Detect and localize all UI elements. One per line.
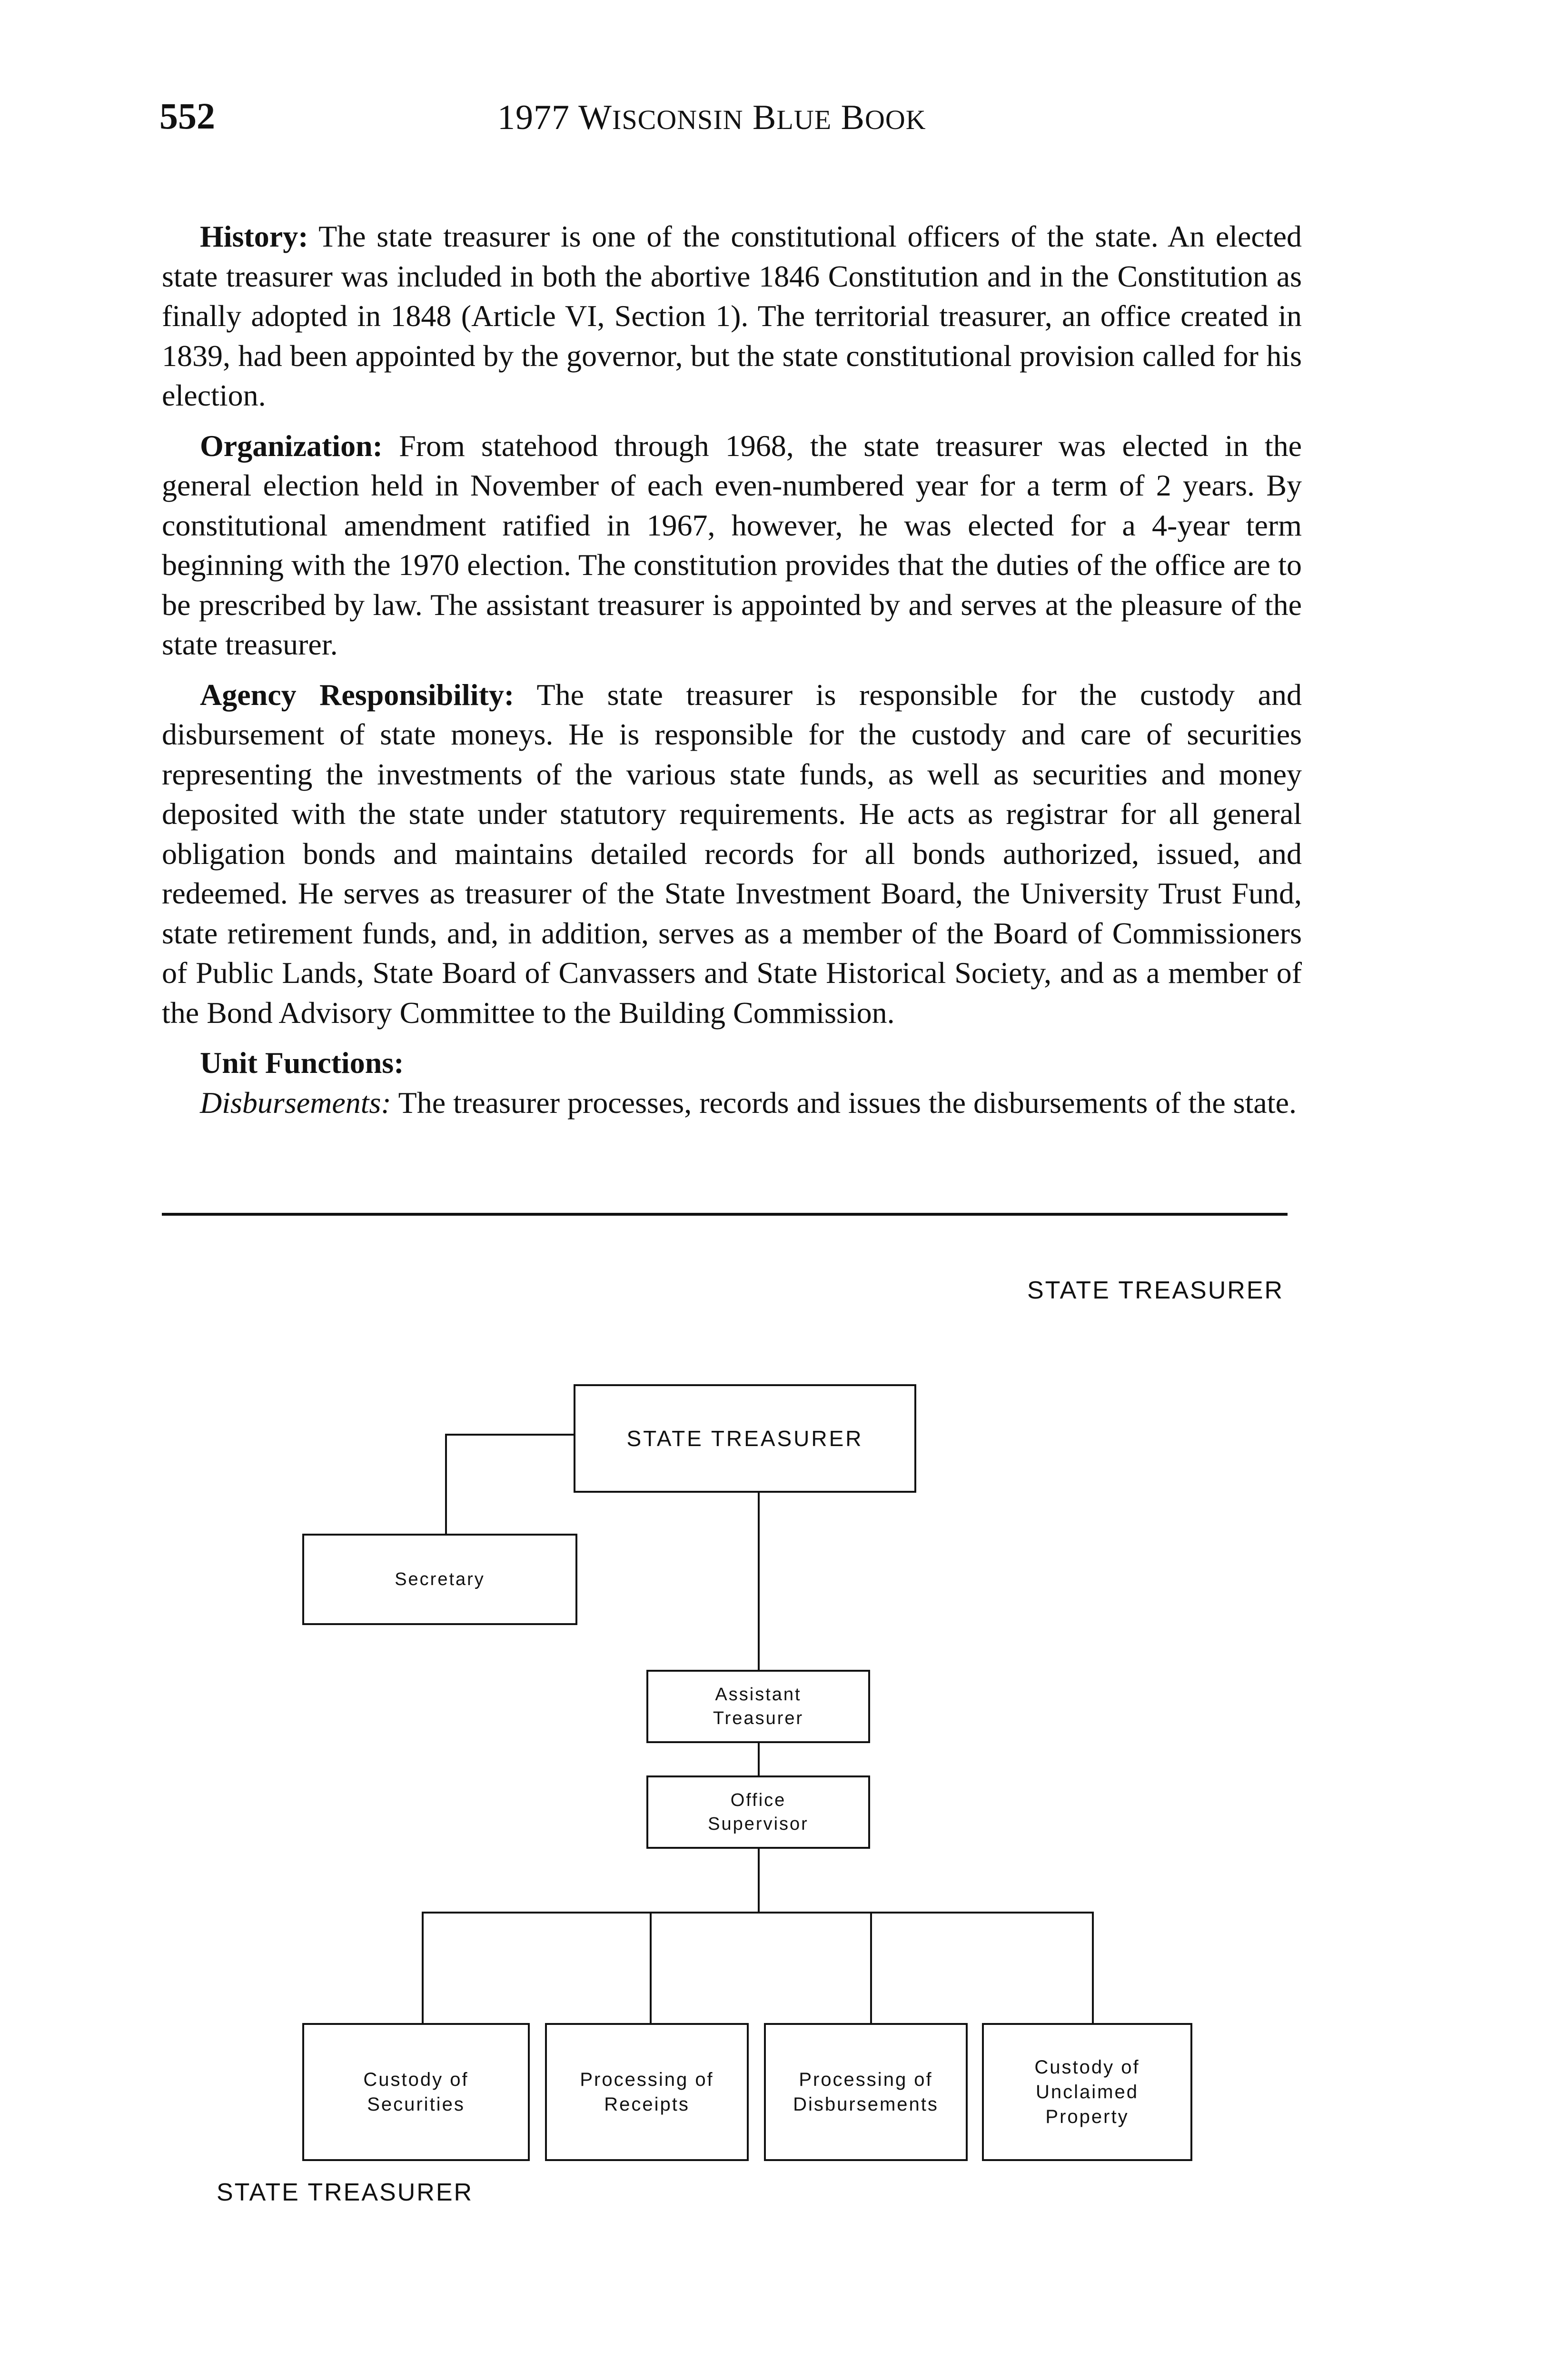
box-custody-securities [302,2023,530,2161]
connector-treasurer-secretary-h [445,1434,575,1436]
chart-heading-right: STATE TREASURER [1027,1277,1284,1304]
disbursements-label: Disbursements: [200,1085,391,1120]
page-number: 552 [159,95,215,137]
organization-label: Organization: [200,428,383,463]
history-label: History: [200,219,308,253]
box-office-supervisor [646,1775,870,1849]
box-office-supervisor-label: Office Supervisor [708,1790,809,1834]
unit-functions-heading [162,1043,1302,1083]
connector-unit-1 [422,1912,424,2025]
body-text [162,217,1302,1133]
box-processing-disbursements [764,2023,968,2161]
connector-assistant-office [758,1742,760,1776]
responsibility-text: The state treasurer is responsible for the custody and disbursement of state moneys. He is responsible for the custody and care of securities representing the investments of the various state funds, as well as securities and money deposited with the state under statutory requirements. He acts as registrar for all general obligation bonds and maintains detailed records for all bonds authorized, issued, and redeemed. He serves as treasurer of the State Investment Board, the University Trust Fund, state retirement funds, and, in addition, serves as a member of the Board of Commissioners of Public Lands, State Board of Canvassers and State Historical Society, and as a member of the Bond Advisory Committee to the Building Commission. [162,677,1302,1030]
connector-treasurer-assistant [758,1492,760,1671]
connector-unit-2 [650,1912,652,2025]
box-state-treasurer-label: STATE TREASURER [626,1426,863,1451]
connector-office-branch [758,1848,760,1913]
box-custody-securities-label: Custody of Securities [363,2069,469,2115]
running-head-year: 1977 [497,98,570,137]
box-secretary-label: Secretary [395,1569,485,1589]
running-head-lue: LUE [776,104,832,135]
running-head-b2: B [832,98,865,137]
connector-unit-4 [1092,1912,1094,2025]
box-custody-unclaimed [982,2023,1192,2161]
chart-heading-bottom: STATE TREASURER [217,2179,474,2206]
box-assistant-treasurer-label: Assistant Treasurer [713,1685,804,1728]
running-head [497,100,926,135]
connector-treasurer-secretary-v [445,1434,447,1536]
history-text: The state treasurer is one of the constitutional officers of the state. An elected state treasurer was included in both the abortive 1846 Constitution and in the Constitution as finally adopted in 1848 (Article VI, Section 1). The territorial treasurer, an office created in 1839, had been appointed by the governor, but the state constitutional provision called for his election. [162,219,1302,412]
box-state-treasurer [574,1384,916,1493]
responsibility-label: Agency Responsibility: [200,677,515,712]
connector-unit-3 [870,1912,872,2025]
box-processing-disbursements-label: Processing of Disbursements [793,2069,939,2115]
history-paragraph [162,217,1302,416]
box-custody-unclaimed-label: Custody of Unclaimed Property [1034,2057,1140,2127]
organization-text: From statehood through 1968, the state treasurer was elected in the general election held in November of each even-numbered year for a term of 2 years. By constitutional amendment ratified in 1967, however, he was elected for a 4-year term beginning with the 1970 election. The constitution provides that the duties of the office are to be prescribed by law. The assistant treasurer is appointed by and serves at the pleasure of the state treasurer. [162,428,1302,661]
box-processing-receipts-label: Processing of Receipts [580,2069,714,2115]
box-secretary [302,1534,577,1625]
running-head-isconsin: ISCONSIN [612,104,743,135]
organization-paragraph [162,426,1302,664]
running-head-b1: B [743,98,777,137]
box-assistant-treasurer [646,1670,870,1743]
running-head-w: W [578,98,613,137]
connector-branch-horizontal [422,1912,1094,1914]
unit-functions-label: Unit Functions: [200,1046,404,1080]
box-processing-receipts [545,2023,749,2161]
running-head-ook: OOK [865,104,926,135]
responsibility-paragraph [162,675,1302,1033]
disbursements-text: The treasurer processes, records and issues the disbursements of the state. [398,1085,1297,1120]
disbursements-paragraph [162,1083,1302,1123]
section-rule [162,1213,1288,1216]
